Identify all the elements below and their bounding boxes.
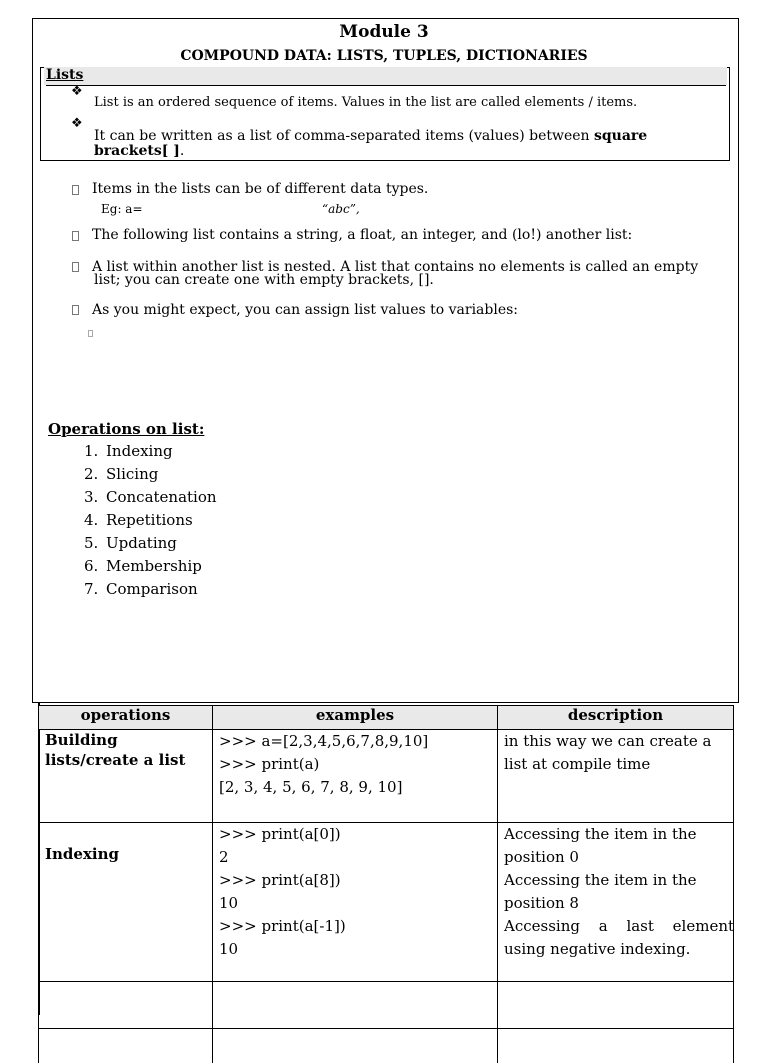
missing-glyph-bullet-icon [72,305,79,315]
table-row [39,730,734,823]
list-item: 1. Indexing [84,441,217,464]
description-cell: in this way we can create a list at compile time [498,730,734,823]
table-row [39,823,734,982]
list-item: 6. Membership [84,556,217,579]
list-item: 3. Concatenation [84,487,217,510]
lists-heading: Lists [46,67,83,83]
column-header-description: description [498,706,734,730]
empty-cell [498,982,734,1029]
operations-heading: Operations on list: [48,420,204,438]
table-row [39,982,734,1029]
empty-cell [213,982,498,1029]
diamond-bullet-icon: ❖ [71,116,83,131]
missing-glyph-bullet-icon [72,185,79,195]
table-row [39,1029,734,1063]
operations-table [38,705,734,1063]
empty-cell [39,982,213,1029]
bullet-mixed-list: The following list contains a string, a float, an integer, and (lo!) another list: [92,229,632,242]
placeholder-glyph-icon [88,330,93,337]
empty-cell [213,1029,498,1063]
example-label: Eg: a= [101,202,143,216]
examples-cell: >>> a=[2,3,4,5,6,7,8,9,10] >>> print(a) [2, 3, 4, 5, 6, 7, 8, 9, 10] [213,730,498,823]
table-header-row [39,706,734,730]
column-header-operations: operations [39,706,213,730]
missing-glyph-bullet-icon [72,262,79,272]
lists-heading-rule [46,85,726,86]
list-item: 5. Updating [84,533,217,556]
lists-heading-bar [44,67,727,85]
lists-definition-2: It can be written as a list of comma-separated items (values) between square brackets[ ]. [94,129,694,159]
module-subtitle: COMPOUND DATA: LISTS, TUPLES, DICTIONARIES [0,48,768,64]
operation-cell: Indexing [39,823,213,982]
bullet-assign: As you might expect, you can assign list values to variables: [92,304,518,317]
examples-cell: >>> print(a[0]) 2 >>> print(a[8]) 10 >>> print(a[-1]) 10 [213,823,498,982]
example-value: “abc”, [322,202,360,216]
module-title: Module 3 [0,22,768,42]
lists-definition-1: List is an ordered sequence of items. Values in the list are called elements / items. [94,95,637,110]
diamond-bullet-icon: ❖ [71,84,83,99]
column-header-examples: examples [213,706,498,730]
bullet-data-types: Items in the lists can be of different data types. [92,183,428,196]
operation-cell: Building lists/create a list [39,730,213,823]
list-item: 7. Comparison [84,579,217,602]
bullet-nested-line-1: A list within another list is nested. A list that contains no elements is called an empty [92,261,698,274]
description-cell: Accessing the item in the position 0 Accessing the item in the position 8 Accessing a last element using negative indexing. [498,823,734,982]
missing-glyph-bullet-icon [72,231,79,241]
operations-list [84,441,217,602]
bullet-nested-line-2: list; you can create one with empty brackets, []. [94,274,434,287]
list-item: 4. Repetitions [84,510,217,533]
empty-cell [498,1029,734,1063]
empty-cell [39,1029,213,1063]
list-item: 2. Slicing [84,464,217,487]
